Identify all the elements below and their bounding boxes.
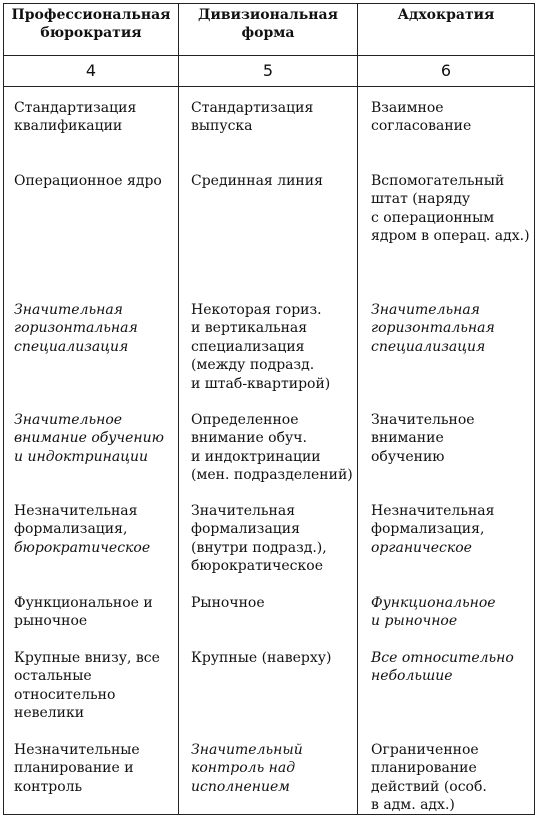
number-row-separator (3, 86, 535, 87)
column-number-6: 6 (440, 61, 452, 80)
header-separator (3, 55, 535, 56)
table-left-border (3, 3, 4, 815)
cell-r1-c2: Стандартизация выпуска (191, 100, 314, 135)
table-top-border (3, 3, 535, 4)
cell-r3-c3: Значительная горизонтальная специализация (371, 302, 495, 355)
column-number-4: 4 (85, 61, 97, 80)
cell-r6-c1: Функциональное и рыночное (14, 595, 153, 630)
header-adhocracy: Адхократия (397, 7, 495, 23)
cell-r5-c1 (14, 502, 150, 557)
cell-r5-c3 (371, 502, 494, 557)
cell-r1-c1: Стандартизация квалификации (14, 100, 137, 135)
cell-r8-c2: Значительный контроль над исполнением (191, 742, 303, 795)
cell-r4-c2: Определенное внимание обуч. и индоктринации (мен. подразделений) (191, 412, 353, 484)
cell-r5-c3-italic: органическое (371, 539, 472, 556)
cell-r8-c1: Незначительные планирование и контроль (14, 742, 140, 795)
column-divider-2 (357, 3, 358, 815)
cell-r5-c1-text: Незначительная формализация, (14, 503, 138, 538)
header-divisional-form: Дивизиональная форма (198, 7, 338, 41)
cell-r5-c3-text: Незначительная формализация, (371, 503, 495, 538)
cell-r2-c1: Операционное ядро (14, 173, 162, 189)
cell-r3-c2: Некоторая гориз. и вертикальная специализация (между подразд. и штаб-квартирой) (191, 302, 331, 392)
cell-r4-c1: Значительное внимание обучению и индоктринации (14, 412, 164, 465)
cell-r7-c3: Все относительно небольшие (371, 650, 514, 685)
header-professional-bureaucracy: Профессиональная бюрократия (11, 7, 171, 41)
cell-r5-c1-italic: бюрократическое (14, 539, 151, 556)
column-number-5: 5 (262, 61, 274, 80)
cell-r3-c1: Значительная горизонтальная специализация (14, 302, 138, 355)
cell-r6-c2: Рыночное (191, 595, 265, 611)
column-divider-1 (178, 3, 179, 815)
cell-r1-c3: Взаимное согласование (371, 100, 472, 135)
cell-r7-c1: Крупные внизу, все остальные относительно невелики (14, 650, 160, 722)
cell-r2-c3: Вспомогательный штат (наряду с операционным ядром в операц. адх.) (371, 173, 530, 245)
cell-r2-c2: Срединная линия (191, 173, 323, 189)
cell-r5-c2: Значительная формализация (внутри подразд.), бюрократическое (191, 503, 327, 575)
table-right-border (534, 3, 535, 815)
cell-r7-c2: Крупные (наверху) (191, 650, 332, 666)
cell-r4-c3: Значительное внимание обучению (371, 412, 475, 465)
cell-r6-c3: Функциональное и рыночное (371, 595, 496, 630)
cell-r8-c3: Ограниченное планирование действий (особ. в адм. адх.) (371, 742, 487, 814)
